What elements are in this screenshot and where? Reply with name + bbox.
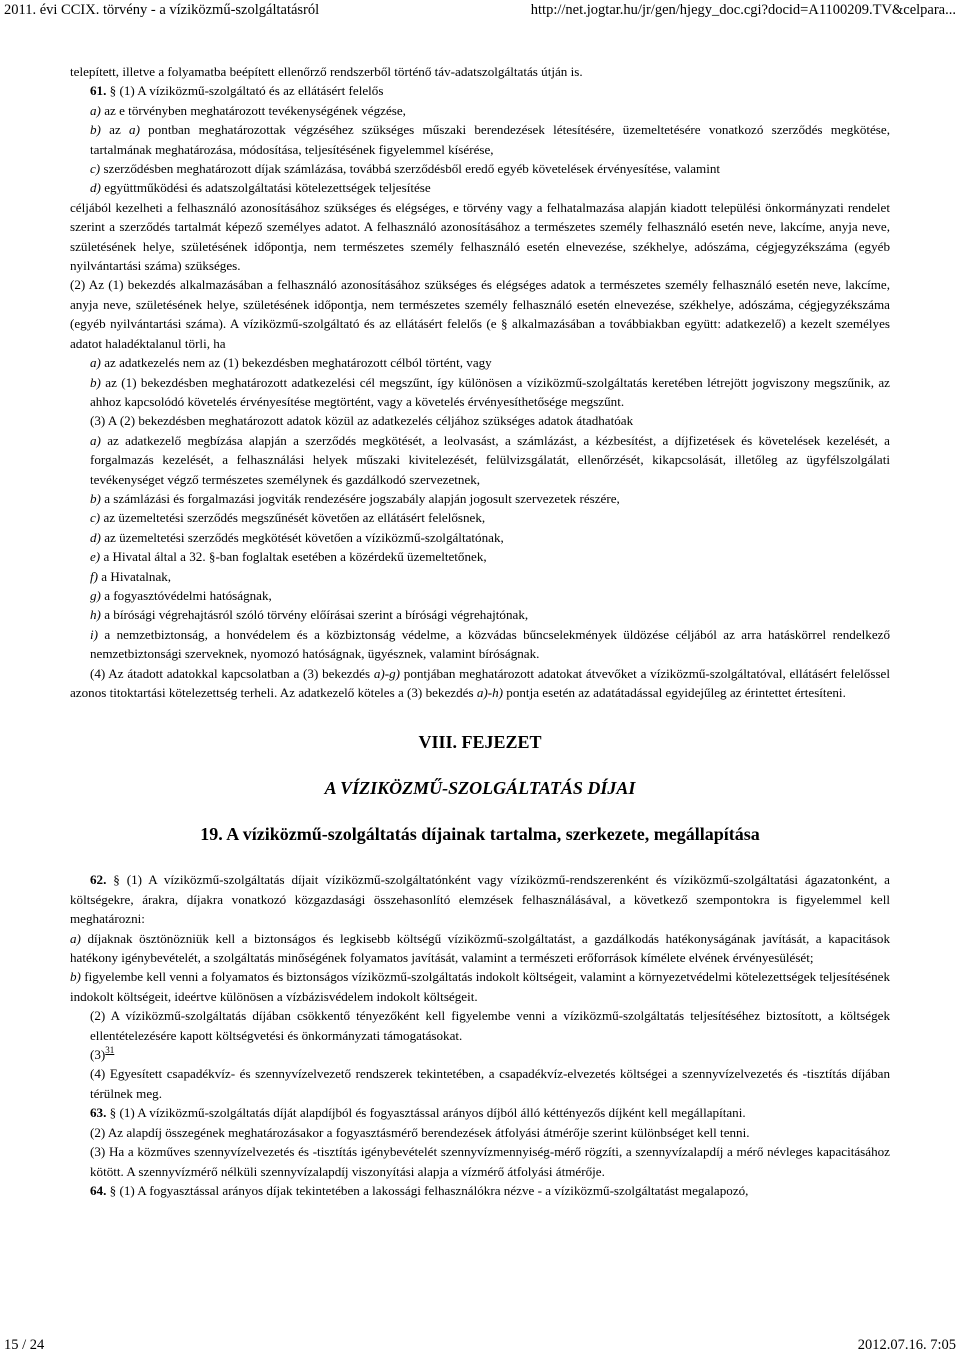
- paragraph: telepített, illetve a folyamatba beépített ellenőrző rendszerből történő táv-adatszolgáltatás útján is.: [70, 64, 583, 79]
- list-item: h) a bírósági végrehajtásról szóló törvény előírásai szerint a bírósági végrehajtónak,: [90, 607, 529, 623]
- list-item: e) a Hivatal által a 32. §-ban foglaltak esetében a közérdekű üzemeltetőnek,: [90, 549, 487, 565]
- section-number: 61.: [90, 83, 107, 99]
- page-footer: [0, 1335, 960, 1357]
- list-item: a) az adatkezelés nem az (1) bekezdésben meghatározott célból történt, vagy: [90, 355, 492, 371]
- list-item: g) a fogyasztóvédelmi hatóságnak,: [90, 587, 272, 603]
- section-63: 63. § (1) A víziközmű-szolgáltatás díját alapdíjból és fogyasztással arányos díjból álló kéttényezős díjként kell megállapítani.: [90, 1105, 746, 1121]
- list-item: a) az e törvényben meghatározott tevékenységének végzése,: [90, 102, 406, 118]
- chapter-heading: VIII. FEJEZET: [418, 732, 542, 753]
- list-item: b) a számlázási és forgalmazási jogviták rendezésére jogszabály alapján jogosult szervezetek részére,: [90, 490, 620, 506]
- section-64: 64. § (1) A fogyasztással arányos díjak tekintetében a lakossági felhasználókra nézve - a víziközmű-szolgáltatást megalapozó,: [90, 1182, 749, 1198]
- paragraph: $(3)^{31}$: [90, 1045, 115, 1063]
- list-item: d) az üzemeltetési szerződés megkötését követően a víziközmű-szolgáltatónak,: [90, 529, 504, 545]
- paragraph: (2) Az alapdíj összegének meghatározásakor a fogyasztásmérő berendezések átfolyási átmérője szerint különbséget kell tenni.: [90, 1124, 750, 1140]
- list-item: c) szerződésben meghatározott díjak számlázása, továbbá szerződésből eredő egyéb követelések érvényesítése, valamint: [90, 161, 721, 177]
- list-item: b) az a) pontban meghatározottak végzéséhez szükséges műszaki berendezések létesítésére, üzemeltetésére vonatkozó szerződés megkötése, tartalmának meghatározása, módosítása, teljesítésének figyelemmel kísérése,: [90, 122, 890, 157]
- paragraph: (4) Egyesített csapadékvíz- és szennyvízelvezető rendszerek tekintetében, a csapadékvíz-elvezetés költségei a szennyvízelvezetés és -tisztítás díjában térülnek meg.: [90, 1066, 890, 1101]
- section-number: 62.: [90, 872, 107, 888]
- list-item: b) figyelembe kell venni a folyamatos és biztonságos víziközmű-szolgáltatás indokolt költségeit, valamint a környezetvédelmi kötelezettségek teljesítésének indokolt költségeit, ideértve különösen a vízbázisvédelem indokolt költségeit.: [70, 969, 890, 1004]
- section-number: 64.: [90, 1182, 107, 1198]
- document-title: 2011. évi CCIX. törvény - a víziközmű-szolgáltatásról: [4, 2, 320, 18]
- list-item: d) együttműködési és adatszolgáltatási kötelezettségek teljesítése: [90, 180, 431, 196]
- paragraph: céljából kezelheti a felhasználó azonosításához szükséges és elégséges, e törvény vagy a felhatalmazása alapján kiadott települési önkormányzati rendelet szerint a szerződés tartalmát képező személyes adatot. A felhasználó azonosításához a természetes személy felhasználó esetén neve, lakcíme, anyja neve, születésének helye, születésének időpontja, nem természetes személy felhasználó esetén elnevezése, székhelye, adószáma, cégjegyzékszáma (egyéb nyilvántartási száma) szükséges.: [70, 199, 890, 274]
- section-heading: 19. A víziközmű-szolgáltatás díjainak tartalma, szerkezete, megállapítása: [200, 824, 760, 845]
- paragraph: (2) A víziközmű-szolgáltatás díjában csökkentő tényezőként kell figyelembe venni a víziközmű-szolgáltatás teljesítéséhez biztosított, a költségek ellentételezésére kapott költségvetési és önkormányzati támogatásokat.: [90, 1008, 890, 1043]
- paragraph: (3) Ha a közműves szennyvízelvezetés és -tisztítás igénybevételét szennyvízmennyiség-mérő rögzíti, a szennyvízalapdíj a mérő névleges kapacitásához kötött. A szennyvízmérő nélküli szennyvízalapdíj viszonyítási alapja a vízmérő átfolyási átmérője.: [90, 1144, 890, 1179]
- list-item: c) az üzemeltetési szerződés megszűnését követően az ellátásért felelősnek,: [90, 510, 486, 526]
- list-item: f) a Hivatalnak,: [90, 568, 172, 584]
- paragraph: (2) Az (1) bekezdés alkalmazásában a felhasználó azonosításához szükséges és elégséges adatok a természetes személy felhasználó esetén neve, lakcíme, anyja neve, születésének helye, születésének időpontja, nem természetes személy felhasználó esetén elnevezése, székhelye, adószáma, cégjegyzékszáma (egyéb nyilvántartási száma). A víziközmű-szolgáltató és az ellátásért felelős (e § alkalmazásában a továbbiakban együtt: adatkezelő) a kezelt személyes adatot haladéktalanul törli, ha: [70, 277, 890, 351]
- page-number: 15 / 24: [4, 1337, 45, 1353]
- section-62: 62. § (1) A víziközmű-szolgáltatás díjait víziközmű-szolgáltatónként vagy víziközmű-rendszerenként és víziközmű-szolgáltatási ágazatonként, a költségekre, árakra, díjakra vonatkozó közgazdasági összehasonlító elemzések felhasználásával, a következő szempontokra is figyelemmel kell meghatározni:: [70, 872, 890, 927]
- paragraph: (3) A (2) bekezdésben meghatározott adatok közül az adatkezelés céljához szükséges adatok átadhatóak: [90, 413, 634, 429]
- list-item: i) a nemzetbiztonság, a honvédelem és a közbiztonság védelme, a közvádas bűncselekmények üldözése céljából az arra hatáskörrel rendelkező nemzetbiztonsági szerveknek, nyomozó hatóságnak, ügyésznek, valamint bíróságnak.: [90, 626, 890, 662]
- section-61: 61. § (1) A víziközmű-szolgáltató és az ellátásért felelős: [90, 83, 384, 99]
- footnote-link[interactable]: 31: [105, 1045, 115, 1056]
- list-item: b) az (1) bekezdésben meghatározott adatkezelési cél megszűnt, így különösen a víziközmű-szolgáltatás keretében létrejött jogviszony megszűnik, az ahhoz kapcsolódó követelés érvényesítése megtörtént, vagy a követelés érvényesíthetősége megszűnt.: [90, 374, 890, 409]
- chapter-title: A VÍZIKÖZMŰ-SZOLGÁLTATÁS DÍJAI: [324, 778, 636, 799]
- page-header: [0, 0, 960, 22]
- print-datetime: 2012.07.16. 7:05: [857, 1337, 956, 1353]
- list-item: a) díjaknak ösztönözniük kell a biztonságos és legkisebb költségű víziközmű-szolgáltatást, a gazdálkodás hatékonyságának javítását, a kapacitások hatékony igénybevételét, a szolgáltatás minőségének folyamatos javítását, valamint a természeti erőforrások kímélete elvének érvényesülését;: [70, 930, 890, 966]
- paragraph: (4) Az átadott adatokkal kapcsolatban a (3) bekezdés a)-g) pontjában meghatározott adatokat átvevőket a víziközmű-szolgáltatóval, ellátásért felelőssel azonos titoktartási kötelezettség terheli. Az adatkezelő köteles a (3) bekezdés a)-h) pontja esetén az adatátadással egyidejűleg az érintettet értesíteni.: [70, 665, 890, 700]
- section-number: 63.: [90, 1105, 107, 1121]
- document-body: [70, 62, 890, 1200]
- document-url[interactable]: http://net.jogtar.hu/jr/gen/hjegy_doc.cgi?docid=A1100209.TV&celpara...: [530, 2, 956, 18]
- list-item: a) az adatkezelő megbízása alapján a szerződés megkötését, a leolvasást, a számlázást, a kézbesítést, a díjfizetések és követelések kezelését, a forgalmazás kezelését, a felhasználási helyek műszaki kivitelezését, felülvizsgálatát, ellenőrzését, kikapcsolását, illetőleg az ügyfélszolgálati tevékenységet végző természetes személynek és gazdálkodó szervezetnek,: [90, 432, 890, 487]
